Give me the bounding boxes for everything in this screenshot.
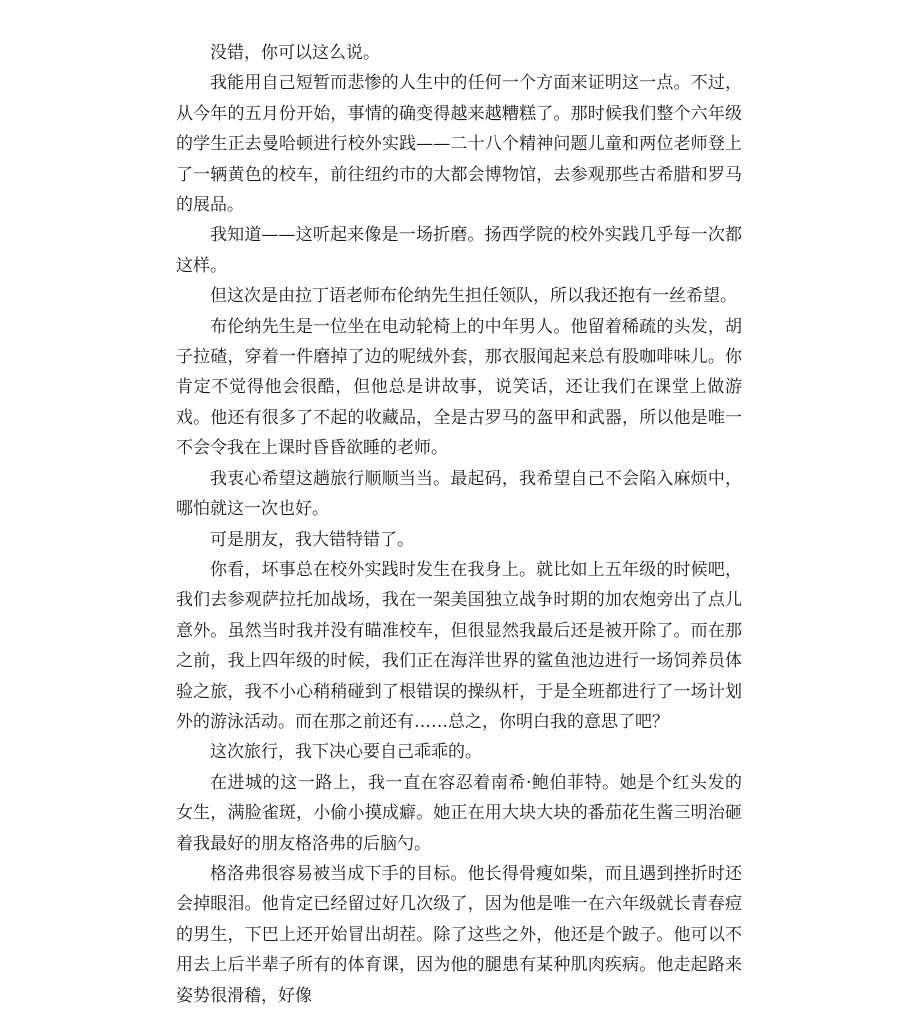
paragraph: 我衷心希望这趟旅行顺顺当当。最起码，我希望自己不会陷入麻烦中，哪怕就这一次也好。: [176, 468, 742, 520]
paragraph: 布伦纳先生是一位坐在电动轮椅上的中年男人。他留着稀疏的头发，胡子拉碴，穿着一件磨掉了边的呢绒外套，那衣服闻起来总有股咖啡味儿。你肯定不觉得他会很酷，但他总是讲故事，说笑话，还让我们在课堂上做游戏。他还有很多了不起的收藏品，全是古罗马的盔甲和武器，所以他是唯一不会令我在上课时昏昏欲睡的老师。: [176, 316, 742, 459]
paragraph: 你看，坏事总在校外实践时发生在我身上。就比如上五年级的时候吧，我们去参观萨拉托加战场，我在一架美国独立战争时期的加农炮旁出了点儿意外。虽然当时我并没有瞄准校车，但很显然我最后还是被开除了。而在那之前，我上四年级的时候，我们正在海洋世界的鲨鱼池边进行一场饲养员体验之旅，我不小心稍稍碰到了根错误的操纵杆，于是全班都进行了一场计划外的游泳活动。而在那之前还有……总之，你明白我的意思了吧？: [176, 559, 742, 732]
paragraph: 可是朋友，我大错特错了。: [210, 529, 414, 550]
paragraph: 我知道——这听起来像是一场折磨。扬西学院的校外实践几乎每一次都这样。: [176, 225, 742, 276]
paragraph: 但这次是由拉丁语老师布伦纳先生担任领队，所以我还抱有一丝希望。: [210, 286, 737, 307]
paragraph: 我能用自己短暂而悲惨的人生中的任何一个方面来证明这一点。不过，从今年的五月份开始，事情的确变得越来越糟糕了。那时候我们整个六年级的学生正去曼哈顿进行校外实践——二十八个精神问题儿童和两位老师登上了一辆黄色的校车，前往纽约市的大都会博物馆，去参观那些古希腊和罗马的展品。: [176, 73, 742, 216]
paragraph: 这次旅行，我下决心要自己乖乖的。: [210, 742, 482, 763]
paragraph: 格洛弗很容易被当成下手的目标。他长得骨瘦如柴，而且遇到挫折时还会掉眼泪。他肯定已经留过好几次级了，因为他是唯一在六年级就长青春痘的男生，下巴上还开始冒出胡茬。除了这些之外，他还是个跛子。他可以不用去上后半辈子所有的体育课，因为他的腿患有某种肌肉疾病。他走起路来姿势很滑稽，好像: [176, 863, 742, 1006]
body-text: [176, 38, 742, 1011]
paragraph: 在进城的这一路上，我一直在容忍着南希·鲍伯菲特。她是个红头发的女生，满脸雀斑，小偷小摸成癖。她正在用大块大块的番茄花生酱三明治砸着我最好的朋友格洛弗的后脑勺。: [176, 772, 742, 854]
paragraph: 没错，你可以这么说。: [210, 43, 380, 63]
